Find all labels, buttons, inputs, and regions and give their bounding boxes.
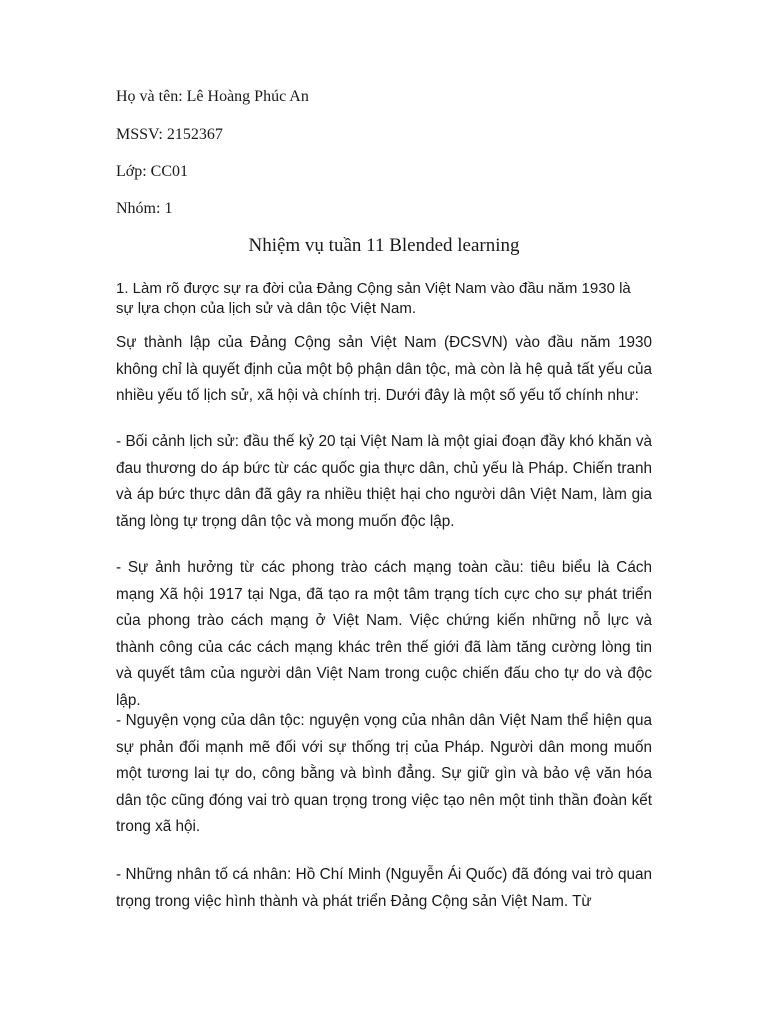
page-title: Nhiệm vụ tuần 11 Blended learning	[248, 235, 520, 256]
intro-paragraph: Sự thành lập của Đảng Cộng sản Việt Nam (ĐCSVN) vào đầu năm 1930 không chỉ là quyết định của một bộ phận dân tộc, mà còn là hệ quả tất yếu của nhiều yếu tố lịch sử, xã hội và chính trị. Dưới đây là một số yếu tố chính như:	[116, 334, 652, 404]
paragraph-historical-context: - Bối cảnh lịch sử: đầu thế kỷ 20 tại Việt Nam là một giai đoạn đầy khó khăn và đau thương do áp bức từ các quốc gia thực dân, chủ yếu là Pháp. Chiến tranh và áp bức thực dân đã gây ra nhiều thiệt hại cho người dân Việt Nam, làm gia tăng lòng tự trọng dân tộc và mong muốn độc lập.	[116, 433, 652, 530]
student-class: Lớp: CC01	[116, 163, 189, 180]
paragraph-national-aspiration: - Nguyện vọng của dân tộc: nguyện vọng của nhân dân Việt Nam thể hiện qua sự phản đối mạnh mẽ đối với sự thống trị của Pháp. Người dân mong muốn một tương lai tự do, công bằng và bình đẳng. Sự giữ gìn và bảo vệ văn hóa dân tộc cũng đóng vai trò quan trọng trong việc tạo nên một tinh thần đoàn kết trong xã hội.	[116, 712, 652, 835]
student-id: MSSV: 2152367	[116, 126, 223, 143]
paragraph-individual-factors: - Những nhân tố cá nhân: Hồ Chí Minh (Nguyễn Ái Quốc) đã đóng vai trò quan trọng trong việc hình thành và phát triển Đảng Cộng sản Việt Nam. Từ	[116, 866, 652, 910]
student-group: Nhóm: 1	[116, 200, 173, 217]
paragraph-global-movements: - Sự ảnh hưởng từ các phong trào cách mạng toàn cầu: tiêu biểu là Cách mạng Xã hội 1917 tại Nga, đã tạo ra một tâm trạng tích cực cho sự phát triển của phong trào cách mạng ở Việt Nam. Việc chứng kiến những nỗ lực và thành công của các cách mạng khác trên thế giới đã làm tăng cường lòng tin và quyết tâm của người dân Việt Nam trong cuộc chiến đấu cho tự do và độc lập.	[116, 559, 652, 709]
question-heading: 1. Làm rõ được sự ra đời của Đảng Cộng sản Việt Nam vào đầu năm 1930 là sự lựa chọn của lịch sử và dân tộc Việt Nam.	[116, 280, 631, 317]
student-name: Họ và tên: Lê Hoàng Phúc An	[116, 88, 309, 105]
